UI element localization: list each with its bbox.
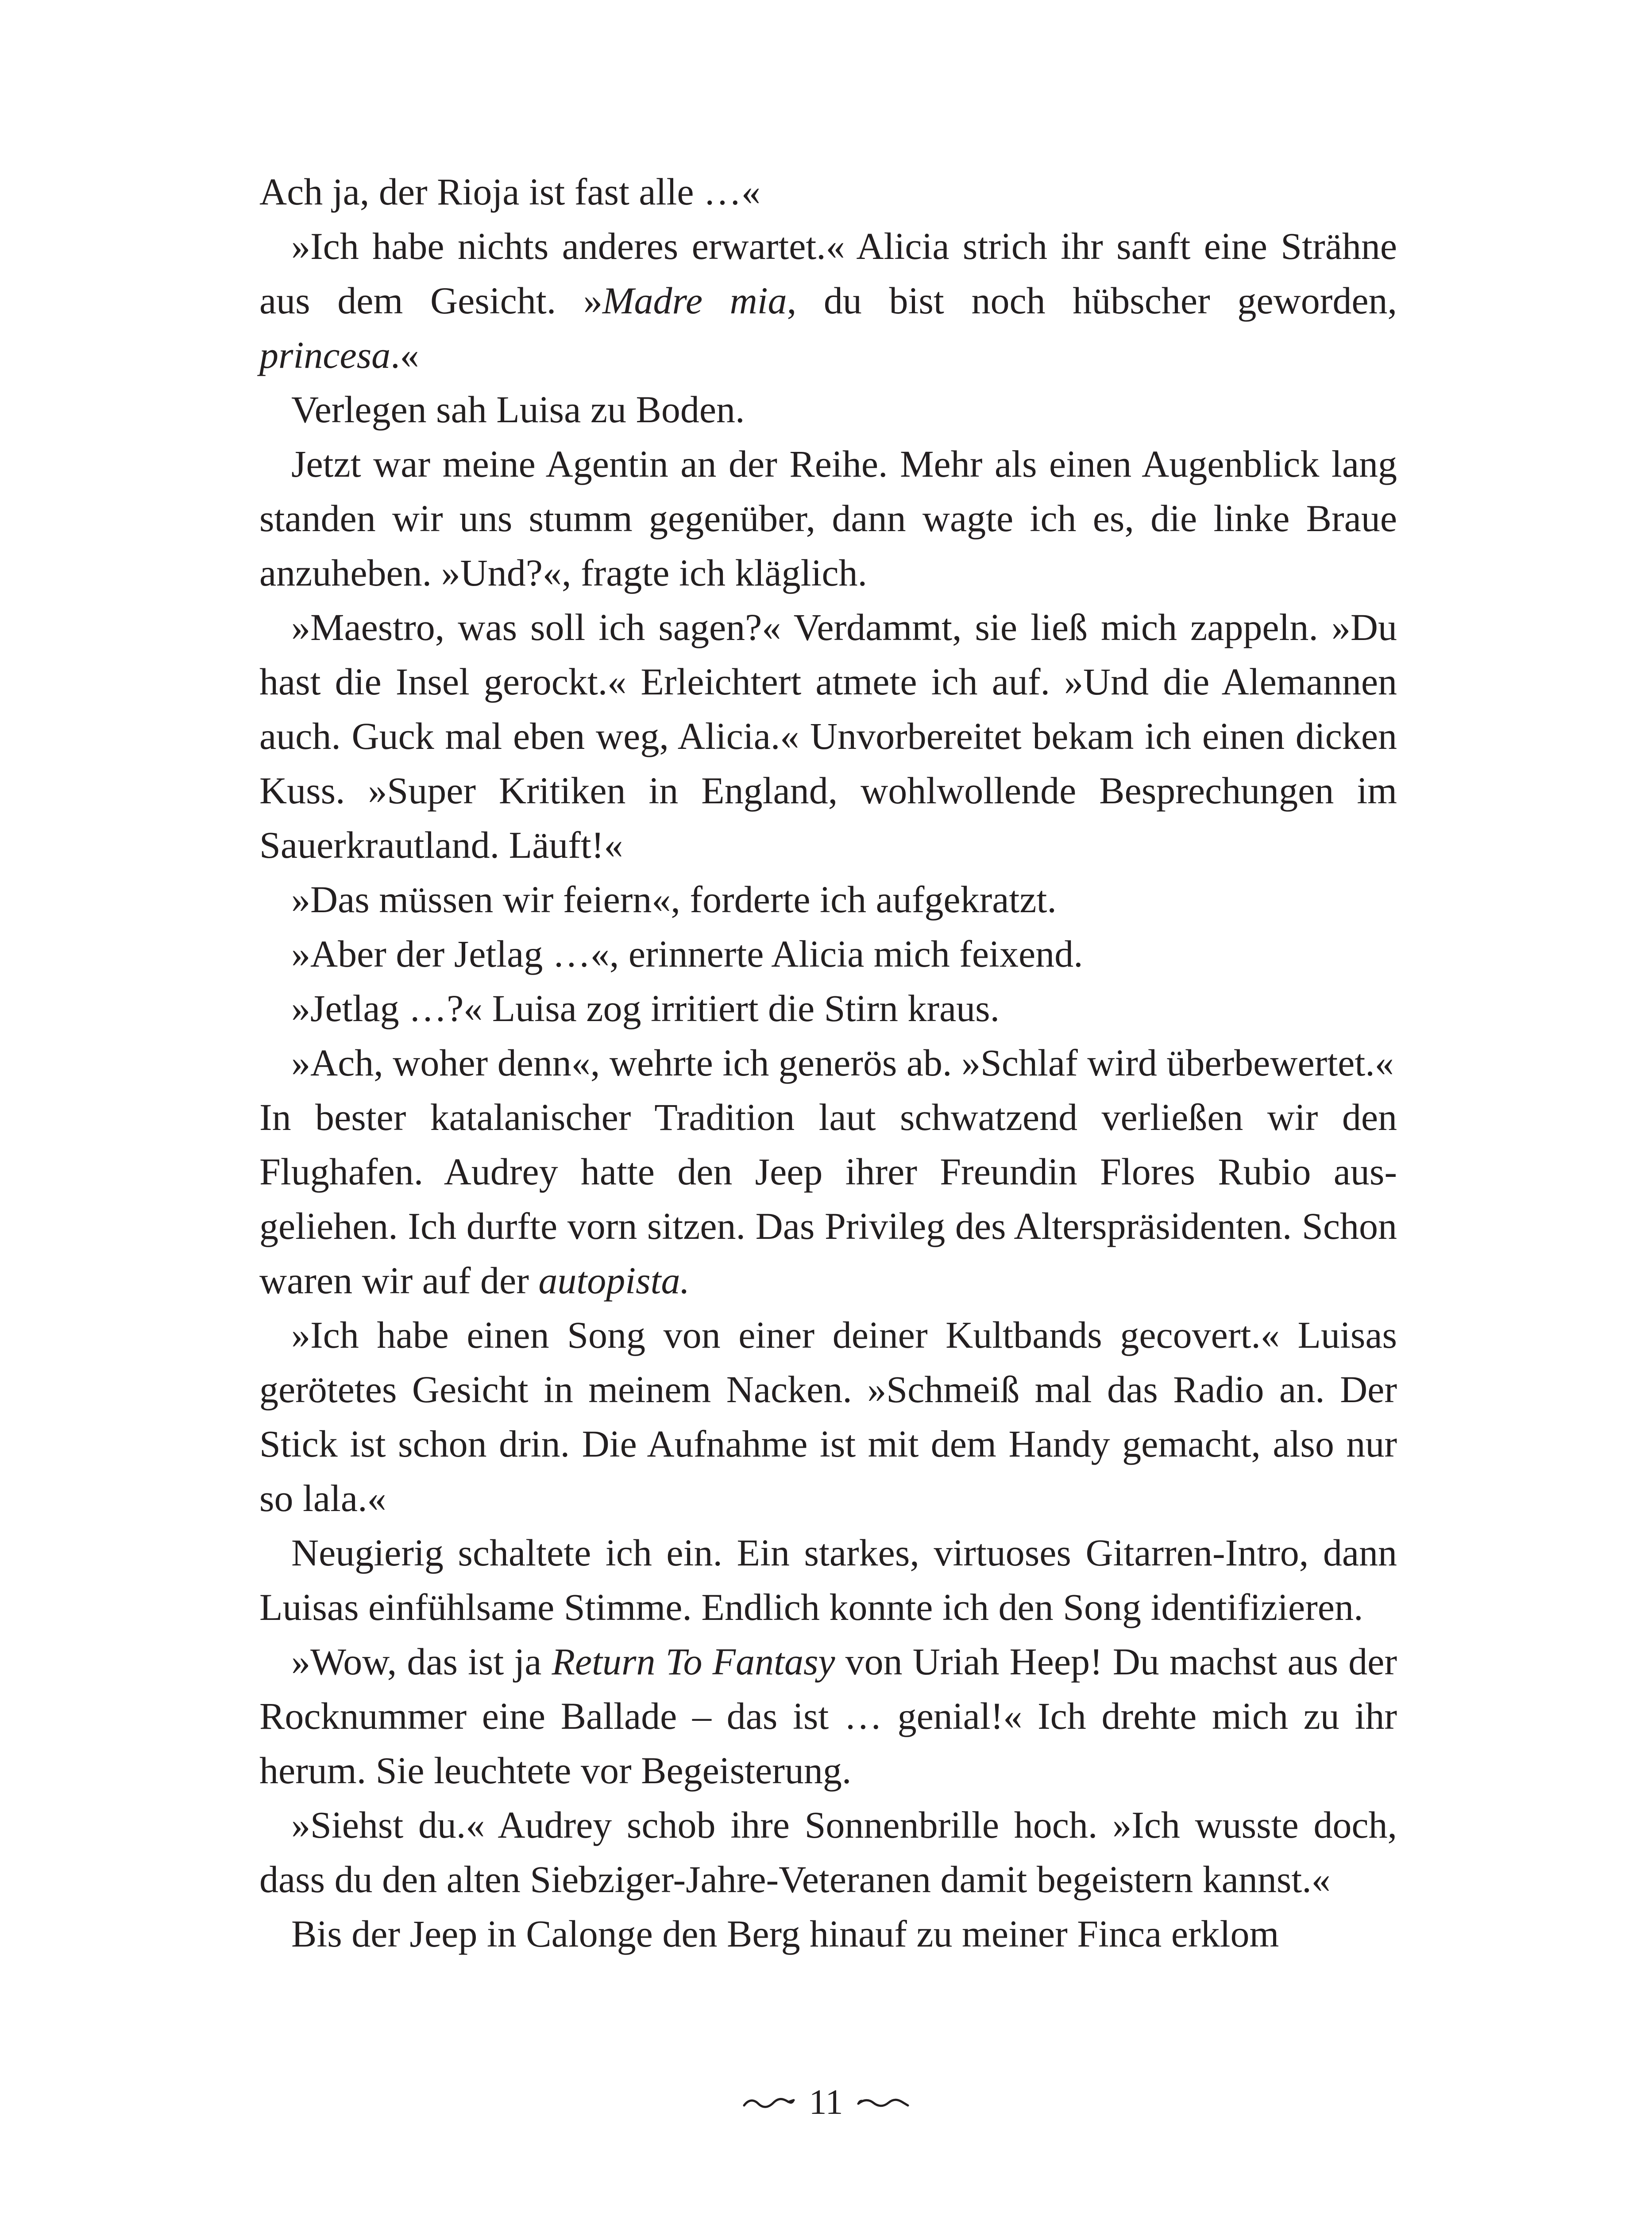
text-run: Verlegen sah Luisa zu Boden. (291, 388, 745, 431)
paragraph (259, 600, 1397, 872)
body-text (259, 165, 1397, 1961)
italic-text: princesa (259, 334, 391, 376)
text-run: »Das müssen wir feiern«, forderte ich aufgekratzt. (291, 878, 1057, 921)
paragraph (259, 1090, 1397, 1308)
ornament-left-icon (742, 2094, 795, 2112)
text-run: »Ich habe einen Song von einer deiner Kultbands gecovert.« Luisas gerötetes Gesicht in meinem Nacken. »Schmeiß mal das Radio an. Der Stick ist schon drin. Die Aufnahme ist mit dem Handy gemacht, also nur so lala.« (259, 1314, 1397, 1519)
text-run: »Aber der Jetlag …«, erinnerte Alicia mich feixend. (291, 933, 1083, 975)
paragraph (259, 1798, 1397, 1907)
text-run: , du bist noch hübscher geworden, (787, 279, 1397, 322)
text-run: In bester katalanischer Tradition laut schwatzend verließen wir den Flughafen. Audrey hatte den Jeep ihrer Freundin Flores Rubio ausgeliehen. Ich durfte vorn sitzen. Das Privileg des Alterspräsidenten. Schon waren wir auf der (259, 1096, 1397, 1302)
paragraph (259, 1308, 1397, 1526)
paragraph (259, 927, 1397, 981)
text-run: »Ich habe nichts anderes erwartet.« Alicia strich ihr sanft eine Strähne aus dem Gesicht. » (259, 225, 1397, 322)
text-run: .« (390, 334, 419, 376)
italic-text: Return To Fantasy (552, 1640, 835, 1683)
text-run: Ach ja, der Rioja ist fast alle …« (259, 170, 761, 213)
text-run: »Wow, das ist ja (291, 1640, 552, 1683)
paragraph (259, 165, 1397, 219)
paragraph (259, 1526, 1397, 1635)
text-run: »Maestro, was soll ich sagen?« Verdammt, sie ließ mich zappeln. »Du hast die Insel gerockt.« Erleichtert atmete ich auf. »Und die Alemannen auch. Guck mal eben weg, Alicia.« Unvorbereitet bekam ich einen dicken Kuss. »Super Kritiken in England, wohlwollende Besprechungen im Sauerkrautland. Läuft!« (259, 606, 1397, 866)
paragraph (259, 981, 1397, 1036)
paragraph (259, 1907, 1397, 1961)
text-run: Bis der Jeep in Calonge den Berg hinauf zu meiner Finca erklom (291, 1912, 1279, 1955)
paragraph (259, 437, 1397, 600)
text-run: von Uriah Heep! Du machst aus der Rocknummer eine Ballade – das ist … genial!« Ich drehte mich zu ihr herum. Sie leuchtete vor Begeisterung. (259, 1640, 1397, 1792)
text-run: Jetzt war meine Agentin an der Reihe. Mehr als einen Augenblick lang standen wir uns stumm gegenüber, dann wagte ich es, die linke Braue anzuheben. »Und?«, fragte ich kläglich. (259, 443, 1397, 594)
text-run: »Jetlag …?« Luisa zog irritiert die Stirn kraus. (291, 987, 1000, 1029)
page-number: 11 (809, 2083, 843, 2122)
paragraph (259, 219, 1397, 382)
paragraph (259, 1635, 1397, 1798)
ornament-right-icon (857, 2094, 910, 2112)
text-run: »Ach, woher denn«, wehrte ich generös ab. »Schlaf wird überbewertet.« (291, 1041, 1394, 1084)
text-run: »Siehst du.« Audrey schob ihre Sonnenbrille hoch. »Ich wusste doch, dass du den alten Siebziger-Jahre-Veteranen damit begeistern kannst.« (259, 1804, 1397, 1901)
paragraph (259, 382, 1397, 437)
text-run: Neugierig schaltete ich ein. Ein starkes, virtuoses Gitarren-Intro, dann Luisas einfühlsame Stimme. Endlich konnte ich den Song identifizieren. (259, 1531, 1397, 1628)
paragraph (259, 1036, 1397, 1090)
italic-text: Madre mia (602, 279, 787, 322)
page-footer (0, 2082, 1652, 2123)
paragraph (259, 872, 1397, 927)
italic-text: autopista. (538, 1259, 690, 1302)
